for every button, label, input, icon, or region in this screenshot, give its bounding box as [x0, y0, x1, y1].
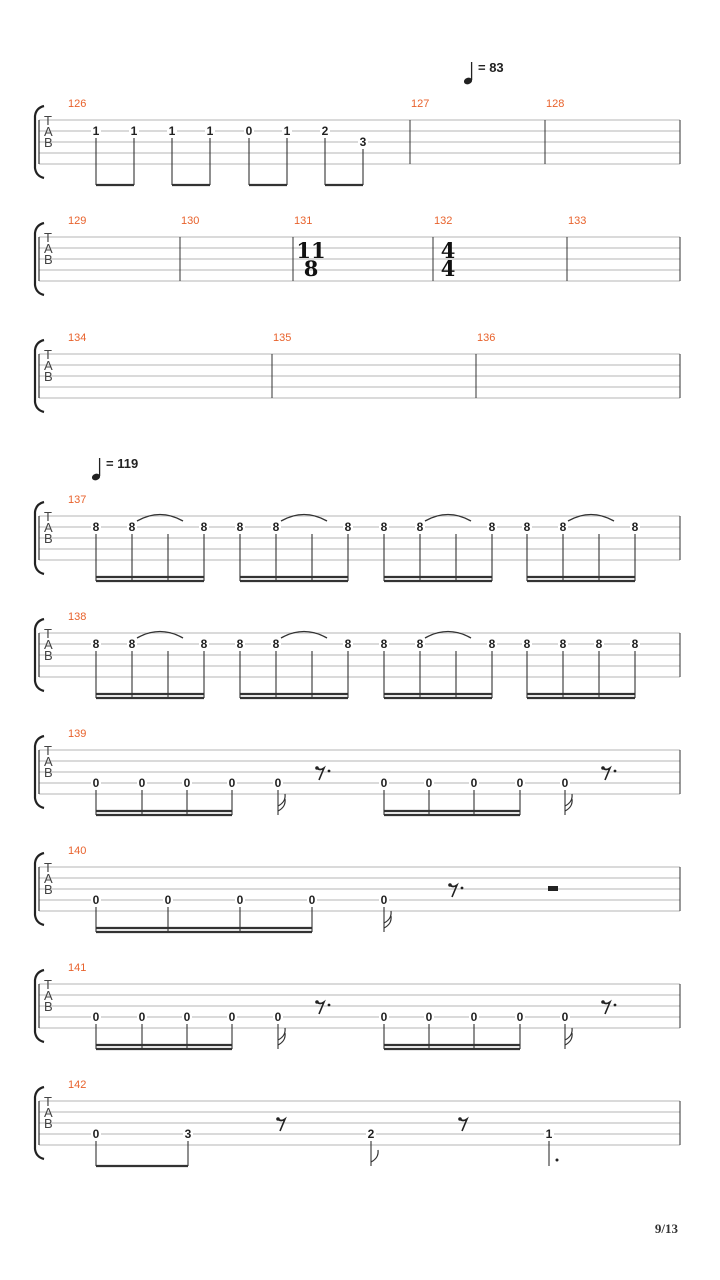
fret-number: 8 [236, 520, 244, 534]
measure-number: 131 [294, 215, 313, 227]
tab-clef-letter: B [44, 882, 53, 897]
fret-number: 8 [595, 637, 603, 651]
measure-number: 129 [68, 215, 87, 227]
rest [315, 766, 319, 770]
note-flag [371, 1150, 378, 1162]
fret-number: 1 [130, 124, 138, 138]
fret-number: 0 [92, 776, 100, 790]
fret-number: 0 [92, 1127, 100, 1141]
fret-number: 8 [128, 520, 136, 534]
fret-number: 0 [308, 893, 316, 907]
tab-clef-letter: B [44, 1116, 53, 1131]
tab-clef-letter: T [44, 977, 52, 992]
rest [603, 768, 610, 780]
time-signature-top: 11 [296, 238, 326, 263]
tab-clef-letter: B [44, 369, 53, 384]
rest [317, 1002, 324, 1014]
fret-number: 1 [92, 124, 100, 138]
tempo-label: = 83 [478, 60, 504, 75]
fret-number: 8 [631, 637, 639, 651]
time-signature-top: 4 [440, 238, 456, 263]
rest-dot [461, 887, 464, 890]
fret-number: 8 [92, 520, 100, 534]
tie [425, 515, 471, 522]
fret-number: 0 [138, 776, 146, 790]
fret-number: 0 [164, 893, 172, 907]
fret-number: 2 [367, 1127, 375, 1141]
fret-number: 8 [344, 637, 352, 651]
tab-clef-letter: A [44, 637, 53, 652]
rest [458, 1117, 462, 1121]
fret-number: 8 [200, 520, 208, 534]
fret-number: 8 [272, 637, 280, 651]
tab-clef-letter: B [44, 135, 53, 150]
measure-number: 136 [477, 332, 496, 344]
tab-clef-letter: A [44, 520, 53, 535]
fret-number: 0 [274, 1010, 282, 1024]
rest-dot [614, 1004, 617, 1007]
fret-number: 8 [128, 637, 136, 651]
fret-number: 0 [561, 1010, 569, 1024]
tie [281, 632, 327, 639]
tie [425, 632, 471, 639]
measure-number: 134 [68, 332, 87, 344]
fret-number: 3 [359, 135, 367, 149]
fret-number: 1 [545, 1127, 553, 1141]
fret-number: 0 [425, 1010, 433, 1024]
measure-number: 137 [68, 494, 87, 506]
tab-clef-letter: B [44, 648, 53, 663]
measure-number: 128 [546, 98, 565, 110]
fret-number: 0 [274, 776, 282, 790]
fret-number: 8 [488, 637, 496, 651]
fret-number: 8 [380, 520, 388, 534]
tab-clef-letter: B [44, 765, 53, 780]
fret-number: 0 [516, 776, 524, 790]
rest [601, 766, 605, 770]
fret-number: 0 [183, 1010, 191, 1024]
tab-clef-letter: B [44, 999, 53, 1014]
fret-number: 1 [206, 124, 214, 138]
fret-number: 0 [228, 776, 236, 790]
tab-clef-letter: A [44, 358, 53, 373]
fret-number: 0 [380, 1010, 388, 1024]
tab-clef-letter: T [44, 860, 52, 875]
fret-number: 8 [559, 520, 567, 534]
rest-dot [614, 770, 617, 773]
measure-number: 141 [68, 962, 87, 974]
tab-clef-letter: A [44, 754, 53, 769]
fret-number: 0 [228, 1010, 236, 1024]
measure-number: 138 [68, 611, 87, 623]
fret-number: 0 [380, 893, 388, 907]
fret-number: 3 [184, 1127, 192, 1141]
tab-clef-letter: A [44, 988, 53, 1003]
fret-number: 8 [488, 520, 496, 534]
tie [281, 515, 327, 522]
rest [276, 1117, 280, 1121]
measure-number: 126 [68, 98, 87, 110]
fret-number: 8 [631, 520, 639, 534]
fret-number: 8 [380, 637, 388, 651]
tab-clef-letter: T [44, 347, 52, 362]
time-signature-bottom: 8 [303, 256, 319, 281]
fret-number: 0 [183, 776, 191, 790]
tab-clef-letter: T [44, 626, 52, 641]
tab-clef-letter: A [44, 124, 53, 139]
tie [137, 515, 183, 522]
fret-number: 0 [470, 1010, 478, 1024]
measure-number: 132 [434, 215, 453, 227]
tab-clef-letter: B [44, 531, 53, 546]
fret-number: 8 [523, 637, 531, 651]
tab-clef-letter: T [44, 230, 52, 245]
fret-number: 8 [236, 637, 244, 651]
rest [315, 1000, 319, 1004]
fret-number: 0 [561, 776, 569, 790]
tie [137, 632, 183, 639]
tab-clef-letter: B [44, 252, 53, 267]
tab-clef-letter: A [44, 871, 53, 886]
tab-clef-letter: T [44, 509, 52, 524]
fret-number: 8 [523, 520, 531, 534]
tab-clef-letter: A [44, 241, 53, 256]
tab-clef-letter: A [44, 1105, 53, 1120]
rest [460, 1119, 467, 1131]
measure-number: 139 [68, 728, 87, 740]
rest [450, 885, 457, 897]
rest [603, 1002, 610, 1014]
fret-number: 0 [92, 893, 100, 907]
dotted-note-dot [556, 1159, 559, 1162]
fret-number: 0 [245, 124, 253, 138]
rest [448, 883, 452, 887]
fret-number: 1 [283, 124, 291, 138]
measure-number: 142 [68, 1079, 87, 1091]
fret-number: 8 [344, 520, 352, 534]
fret-number: 8 [416, 520, 424, 534]
fret-number: 0 [516, 1010, 524, 1024]
rest [278, 1119, 285, 1131]
fret-number: 8 [272, 520, 280, 534]
fret-number: 0 [92, 1010, 100, 1024]
fret-number: 8 [559, 637, 567, 651]
fret-number: 0 [380, 776, 388, 790]
fret-number: 2 [321, 124, 329, 138]
tab-clef-letter: T [44, 1094, 52, 1109]
rest [601, 1000, 605, 1004]
tab-clef-letter: T [44, 113, 52, 128]
tab-clef-letter: T [44, 743, 52, 758]
tempo-label: = 119 [106, 456, 139, 471]
fret-number: 1 [168, 124, 176, 138]
fret-number: 0 [425, 776, 433, 790]
fret-number: 0 [236, 893, 244, 907]
half-rest [548, 886, 558, 891]
rest [317, 768, 324, 780]
measure-number: 133 [568, 215, 587, 227]
fret-number: 0 [138, 1010, 146, 1024]
measure-number: 140 [68, 845, 87, 857]
measure-number: 130 [181, 215, 200, 227]
fret-number: 8 [416, 637, 424, 651]
fret-number: 8 [200, 637, 208, 651]
fret-number: 8 [92, 637, 100, 651]
tie [568, 515, 614, 522]
measure-number: 127 [411, 98, 430, 110]
measure-number: 135 [273, 332, 292, 344]
time-signature-bottom: 4 [440, 256, 456, 281]
fret-number: 0 [470, 776, 478, 790]
page-number: 9/13 [654, 1221, 678, 1236]
rest-dot [328, 770, 331, 773]
rest-dot [328, 1004, 331, 1007]
